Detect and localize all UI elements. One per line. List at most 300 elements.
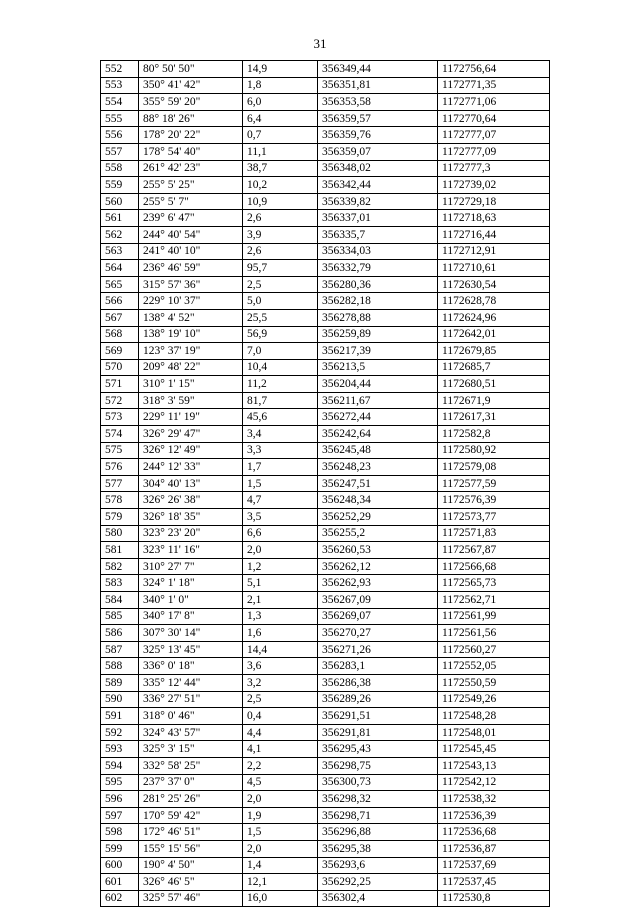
direction-angle-cell: 324° 1' 18" — [139, 575, 243, 592]
distance-cell: 2,5 — [243, 276, 318, 293]
table-row — [101, 110, 550, 127]
distance-cell: 3,6 — [243, 658, 318, 675]
direction-angle-cell: 335° 12' 44" — [139, 674, 243, 691]
table-row — [101, 608, 550, 625]
distance-cell: 2,1 — [243, 592, 318, 609]
distance-cell: 10,4 — [243, 359, 318, 376]
table-row — [101, 757, 550, 774]
distance-cell: 6,6 — [243, 525, 318, 542]
direction-angle-cell: 323° 11' 16" — [139, 542, 243, 559]
table-row — [101, 392, 550, 409]
distance-cell: 4,5 — [243, 774, 318, 791]
table-row — [101, 160, 550, 177]
point-number-cell: 596 — [101, 791, 139, 808]
direction-angle-cell: 307° 30' 14" — [139, 625, 243, 642]
direction-angle-cell: 326° 29' 47" — [139, 426, 243, 443]
y-coordinate-cell: 1172577,59 — [438, 475, 550, 492]
y-coordinate-cell: 1172771,06 — [438, 94, 550, 111]
distance-cell: 7,0 — [243, 343, 318, 360]
point-number-cell: 563 — [101, 243, 139, 260]
y-coordinate-cell: 1172571,83 — [438, 525, 550, 542]
table-row — [101, 309, 550, 326]
point-number-cell: 577 — [101, 475, 139, 492]
x-coordinate-cell: 356217,39 — [318, 343, 438, 360]
point-number-cell: 598 — [101, 824, 139, 841]
direction-angle-cell: 325° 13' 45" — [139, 641, 243, 658]
x-coordinate-cell: 356342,44 — [318, 177, 438, 194]
point-number-cell: 601 — [101, 874, 139, 891]
x-coordinate-cell: 356334,03 — [318, 243, 438, 260]
table-row — [101, 575, 550, 592]
distance-cell: 1,7 — [243, 459, 318, 476]
point-number-cell: 552 — [101, 61, 139, 78]
y-coordinate-cell: 1172536,68 — [438, 824, 550, 841]
direction-angle-cell: 244° 12' 33" — [139, 459, 243, 476]
distance-cell: 81,7 — [243, 392, 318, 409]
x-coordinate-cell: 356272,44 — [318, 409, 438, 426]
distance-cell: 14,9 — [243, 61, 318, 78]
x-coordinate-cell: 356242,64 — [318, 426, 438, 443]
y-coordinate-cell: 1172716,44 — [438, 226, 550, 243]
y-coordinate-cell: 1172756,64 — [438, 61, 550, 78]
table-row — [101, 824, 550, 841]
x-coordinate-cell: 356213,5 — [318, 359, 438, 376]
direction-angle-cell: 315° 57' 36" — [139, 276, 243, 293]
x-coordinate-cell: 356278,88 — [318, 309, 438, 326]
y-coordinate-cell: 1172537,69 — [438, 857, 550, 874]
distance-cell: 3,3 — [243, 442, 318, 459]
distance-cell: 0,4 — [243, 708, 318, 725]
direction-angle-cell: 340° 1' 0" — [139, 592, 243, 609]
x-coordinate-cell: 356248,34 — [318, 492, 438, 509]
distance-cell: 10,2 — [243, 177, 318, 194]
point-number-cell: 588 — [101, 658, 139, 675]
point-number-cell: 582 — [101, 558, 139, 575]
point-number-cell: 579 — [101, 509, 139, 526]
y-coordinate-cell: 1172628,78 — [438, 293, 550, 310]
distance-cell: 12,1 — [243, 874, 318, 891]
point-number-cell: 589 — [101, 674, 139, 691]
table-row — [101, 326, 550, 343]
y-coordinate-cell: 1172710,61 — [438, 260, 550, 277]
distance-cell: 1,8 — [243, 77, 318, 94]
x-coordinate-cell: 356247,51 — [318, 475, 438, 492]
distance-cell: 2,5 — [243, 691, 318, 708]
table-row — [101, 774, 550, 791]
y-coordinate-cell: 1172777,09 — [438, 143, 550, 160]
y-coordinate-cell: 1172537,45 — [438, 874, 550, 891]
table-row — [101, 840, 550, 857]
x-coordinate-cell: 356337,01 — [318, 210, 438, 227]
y-coordinate-cell: 1172582,8 — [438, 426, 550, 443]
x-coordinate-cell: 356351,81 — [318, 77, 438, 94]
table-row — [101, 243, 550, 260]
y-coordinate-cell: 1172542,12 — [438, 774, 550, 791]
y-coordinate-cell: 1172685,7 — [438, 359, 550, 376]
point-number-cell: 569 — [101, 343, 139, 360]
point-number-cell: 576 — [101, 459, 139, 476]
y-coordinate-cell: 1172642,01 — [438, 326, 550, 343]
direction-angle-cell: 310° 27' 7" — [139, 558, 243, 575]
point-number-cell: 594 — [101, 757, 139, 774]
direction-angle-cell: 304° 40' 13" — [139, 475, 243, 492]
distance-cell: 16,0 — [243, 890, 318, 907]
point-number-cell: 553 — [101, 77, 139, 94]
distance-cell: 2,2 — [243, 757, 318, 774]
y-coordinate-cell: 1172548,01 — [438, 724, 550, 741]
direction-angle-cell: 178° 54' 40" — [139, 143, 243, 160]
point-number-cell: 564 — [101, 260, 139, 277]
table-row — [101, 127, 550, 144]
x-coordinate-cell: 356295,38 — [318, 840, 438, 857]
point-number-cell: 566 — [101, 293, 139, 310]
y-coordinate-cell: 1172630,54 — [438, 276, 550, 293]
table-row — [101, 343, 550, 360]
direction-angle-cell: 229° 11' 19" — [139, 409, 243, 426]
x-coordinate-cell: 356248,23 — [318, 459, 438, 476]
distance-cell: 2,6 — [243, 210, 318, 227]
point-number-cell: 586 — [101, 625, 139, 642]
direction-angle-cell: 244° 40' 54" — [139, 226, 243, 243]
table-row — [101, 210, 550, 227]
x-coordinate-cell: 356262,93 — [318, 575, 438, 592]
x-coordinate-cell: 356270,27 — [318, 625, 438, 642]
table-row — [101, 674, 550, 691]
distance-cell: 10,9 — [243, 193, 318, 210]
direction-angle-cell: 255° 5' 25" — [139, 177, 243, 194]
direction-angle-cell: 190° 4' 50" — [139, 857, 243, 874]
x-coordinate-cell: 356245,48 — [318, 442, 438, 459]
x-coordinate-cell: 356359,07 — [318, 143, 438, 160]
point-number-cell: 555 — [101, 110, 139, 127]
x-coordinate-cell: 356295,43 — [318, 741, 438, 758]
y-coordinate-cell: 1172671,9 — [438, 392, 550, 409]
direction-angle-cell: 310° 1' 15" — [139, 376, 243, 393]
direction-angle-cell: 178° 20' 22" — [139, 127, 243, 144]
direction-angle-cell: 138° 4' 52" — [139, 309, 243, 326]
direction-angle-cell: 326° 12' 49" — [139, 442, 243, 459]
table-row — [101, 741, 550, 758]
direction-angle-cell: 237° 37' 0" — [139, 774, 243, 791]
x-coordinate-cell: 356296,88 — [318, 824, 438, 841]
x-coordinate-cell: 356353,58 — [318, 94, 438, 111]
y-coordinate-cell: 1172538,32 — [438, 791, 550, 808]
x-coordinate-cell: 356267,09 — [318, 592, 438, 609]
x-coordinate-cell: 356211,67 — [318, 392, 438, 409]
direction-angle-cell: 336° 0' 18" — [139, 658, 243, 675]
y-coordinate-cell: 1172777,3 — [438, 160, 550, 177]
point-number-cell: 584 — [101, 592, 139, 609]
direction-angle-cell: 123° 37' 19" — [139, 343, 243, 360]
direction-angle-cell: 323° 23' 20" — [139, 525, 243, 542]
table-row — [101, 890, 550, 907]
y-coordinate-cell: 1172624,96 — [438, 309, 550, 326]
table-row — [101, 94, 550, 111]
distance-cell: 3,5 — [243, 509, 318, 526]
direction-angle-cell: 332° 58' 25" — [139, 757, 243, 774]
distance-cell: 2,0 — [243, 791, 318, 808]
direction-angle-cell: 170° 59' 42" — [139, 807, 243, 824]
distance-cell: 1,2 — [243, 558, 318, 575]
y-coordinate-cell: 1172552,05 — [438, 658, 550, 675]
direction-angle-cell: 236° 46' 59" — [139, 260, 243, 277]
distance-cell: 1,5 — [243, 824, 318, 841]
direction-angle-cell: 255° 5' 7" — [139, 193, 243, 210]
table-row — [101, 143, 550, 160]
distance-cell: 1,3 — [243, 608, 318, 625]
point-number-cell: 578 — [101, 492, 139, 509]
point-number-cell: 572 — [101, 392, 139, 409]
direction-angle-cell: 155° 15' 56" — [139, 840, 243, 857]
y-coordinate-cell: 1172770,64 — [438, 110, 550, 127]
distance-cell: 5,0 — [243, 293, 318, 310]
point-number-cell: 595 — [101, 774, 139, 791]
table-row — [101, 61, 550, 78]
direction-angle-cell: 88° 18' 26" — [139, 110, 243, 127]
y-coordinate-cell: 1172576,39 — [438, 492, 550, 509]
table-row — [101, 724, 550, 741]
table-row — [101, 558, 550, 575]
point-number-cell: 561 — [101, 210, 139, 227]
distance-cell: 3,2 — [243, 674, 318, 691]
x-coordinate-cell: 356260,53 — [318, 542, 438, 559]
table-row — [101, 376, 550, 393]
point-number-cell: 592 — [101, 724, 139, 741]
point-number-cell: 590 — [101, 691, 139, 708]
x-coordinate-cell: 356283,1 — [318, 658, 438, 675]
point-number-cell: 565 — [101, 276, 139, 293]
page-number: 31 — [313, 36, 327, 51]
point-number-cell: 559 — [101, 177, 139, 194]
point-number-cell: 580 — [101, 525, 139, 542]
table-row — [101, 193, 550, 210]
table-row — [101, 691, 550, 708]
table-row — [101, 807, 550, 824]
y-coordinate-cell: 1172561,56 — [438, 625, 550, 642]
y-coordinate-cell: 1172680,51 — [438, 376, 550, 393]
point-number-cell: 556 — [101, 127, 139, 144]
distance-cell: 6,0 — [243, 94, 318, 111]
table-row — [101, 492, 550, 509]
y-coordinate-cell: 1172545,45 — [438, 741, 550, 758]
distance-cell: 45,6 — [243, 409, 318, 426]
y-coordinate-cell: 1172718,63 — [438, 210, 550, 227]
direction-angle-cell: 239° 6' 47" — [139, 210, 243, 227]
y-coordinate-cell: 1172560,27 — [438, 641, 550, 658]
direction-angle-cell: 325° 57' 46" — [139, 890, 243, 907]
table-row — [101, 509, 550, 526]
coordinates-table — [100, 60, 550, 907]
distance-cell: 14,4 — [243, 641, 318, 658]
point-number-cell: 554 — [101, 94, 139, 111]
table-row — [101, 475, 550, 492]
y-coordinate-cell: 1172562,71 — [438, 592, 550, 609]
y-coordinate-cell: 1172549,26 — [438, 691, 550, 708]
direction-angle-cell: 80° 50' 50" — [139, 61, 243, 78]
table-row — [101, 293, 550, 310]
table-row — [101, 459, 550, 476]
table-row — [101, 226, 550, 243]
point-number-cell: 581 — [101, 542, 139, 559]
table-row — [101, 542, 550, 559]
table-row — [101, 442, 550, 459]
x-coordinate-cell: 356332,79 — [318, 260, 438, 277]
distance-cell: 2,6 — [243, 243, 318, 260]
table-row — [101, 426, 550, 443]
y-coordinate-cell: 1172567,87 — [438, 542, 550, 559]
x-coordinate-cell: 356289,26 — [318, 691, 438, 708]
point-number-cell: 597 — [101, 807, 139, 824]
x-coordinate-cell: 356292,25 — [318, 874, 438, 891]
distance-cell: 2,0 — [243, 542, 318, 559]
y-coordinate-cell: 1172729,18 — [438, 193, 550, 210]
direction-angle-cell: 318° 3' 59" — [139, 392, 243, 409]
x-coordinate-cell: 356271,26 — [318, 641, 438, 658]
x-coordinate-cell: 356204,44 — [318, 376, 438, 393]
direction-angle-cell: 138° 19' 10" — [139, 326, 243, 343]
distance-cell: 4,7 — [243, 492, 318, 509]
y-coordinate-cell: 1172536,87 — [438, 840, 550, 857]
y-coordinate-cell: 1172580,92 — [438, 442, 550, 459]
distance-cell: 1,6 — [243, 625, 318, 642]
table-row — [101, 874, 550, 891]
distance-cell: 6,4 — [243, 110, 318, 127]
x-coordinate-cell: 356302,4 — [318, 890, 438, 907]
coordinates-table-body — [101, 61, 550, 907]
x-coordinate-cell: 356359,76 — [318, 127, 438, 144]
distance-cell: 38,7 — [243, 160, 318, 177]
point-number-cell: 593 — [101, 741, 139, 758]
distance-cell: 2,0 — [243, 840, 318, 857]
x-coordinate-cell: 356349,44 — [318, 61, 438, 78]
point-number-cell: 558 — [101, 160, 139, 177]
x-coordinate-cell: 356298,32 — [318, 791, 438, 808]
distance-cell: 3,9 — [243, 226, 318, 243]
table-row — [101, 525, 550, 542]
direction-angle-cell: 350° 41' 42" — [139, 77, 243, 94]
y-coordinate-cell: 1172536,39 — [438, 807, 550, 824]
table-row — [101, 857, 550, 874]
distance-cell: 11,2 — [243, 376, 318, 393]
x-coordinate-cell: 356255,2 — [318, 525, 438, 542]
y-coordinate-cell: 1172777,07 — [438, 127, 550, 144]
direction-angle-cell: 340° 17' 8" — [139, 608, 243, 625]
point-number-cell: 587 — [101, 641, 139, 658]
y-coordinate-cell: 1172771,35 — [438, 77, 550, 94]
y-coordinate-cell: 1172543,13 — [438, 757, 550, 774]
x-coordinate-cell: 356280,36 — [318, 276, 438, 293]
point-number-cell: 602 — [101, 890, 139, 907]
y-coordinate-cell: 1172548,28 — [438, 708, 550, 725]
x-coordinate-cell: 356335,7 — [318, 226, 438, 243]
x-coordinate-cell: 356291,51 — [318, 708, 438, 725]
point-number-cell: 560 — [101, 193, 139, 210]
distance-cell: 95,7 — [243, 260, 318, 277]
x-coordinate-cell: 356291,81 — [318, 724, 438, 741]
table-row — [101, 77, 550, 94]
point-number-cell: 557 — [101, 143, 139, 160]
direction-angle-cell: 209° 48' 22" — [139, 359, 243, 376]
table-row — [101, 708, 550, 725]
direction-angle-cell: 325° 3' 15" — [139, 741, 243, 758]
x-coordinate-cell: 356298,75 — [318, 757, 438, 774]
x-coordinate-cell: 356348,02 — [318, 160, 438, 177]
y-coordinate-cell: 1172679,85 — [438, 343, 550, 360]
point-number-cell: 599 — [101, 840, 139, 857]
y-coordinate-cell: 1172565,73 — [438, 575, 550, 592]
point-number-cell: 567 — [101, 309, 139, 326]
y-coordinate-cell: 1172739,02 — [438, 177, 550, 194]
x-coordinate-cell: 356282,18 — [318, 293, 438, 310]
point-number-cell: 583 — [101, 575, 139, 592]
point-number-cell: 575 — [101, 442, 139, 459]
point-number-cell: 571 — [101, 376, 139, 393]
x-coordinate-cell: 356300,73 — [318, 774, 438, 791]
table-row — [101, 625, 550, 642]
distance-cell: 1,4 — [243, 857, 318, 874]
distance-cell: 11,1 — [243, 143, 318, 160]
table-row — [101, 276, 550, 293]
distance-cell: 56,9 — [243, 326, 318, 343]
x-coordinate-cell: 356262,12 — [318, 558, 438, 575]
table-row — [101, 359, 550, 376]
table-row — [101, 260, 550, 277]
y-coordinate-cell: 1172579,08 — [438, 459, 550, 476]
y-coordinate-cell: 1172561,99 — [438, 608, 550, 625]
point-number-cell: 570 — [101, 359, 139, 376]
table-row — [101, 409, 550, 426]
distance-cell: 0,7 — [243, 127, 318, 144]
direction-angle-cell: 326° 18' 35" — [139, 509, 243, 526]
point-number-cell: 585 — [101, 608, 139, 625]
y-coordinate-cell: 1172573,77 — [438, 509, 550, 526]
x-coordinate-cell: 356286,38 — [318, 674, 438, 691]
x-coordinate-cell: 356359,57 — [318, 110, 438, 127]
table-row — [101, 658, 550, 675]
distance-cell: 4,1 — [243, 741, 318, 758]
table-row — [101, 641, 550, 658]
x-coordinate-cell: 356259,89 — [318, 326, 438, 343]
y-coordinate-cell: 1172712,91 — [438, 243, 550, 260]
direction-angle-cell: 324° 43' 57" — [139, 724, 243, 741]
table-row — [101, 177, 550, 194]
distance-cell: 1,5 — [243, 475, 318, 492]
direction-angle-cell: 241° 40' 10" — [139, 243, 243, 260]
distance-cell: 5,1 — [243, 575, 318, 592]
direction-angle-cell: 318° 0' 46" — [139, 708, 243, 725]
point-number-cell: 574 — [101, 426, 139, 443]
y-coordinate-cell: 1172617,31 — [438, 409, 550, 426]
point-number-cell: 562 — [101, 226, 139, 243]
distance-cell: 25,5 — [243, 309, 318, 326]
x-coordinate-cell: 356339,82 — [318, 193, 438, 210]
table-row — [101, 791, 550, 808]
y-coordinate-cell: 1172550,59 — [438, 674, 550, 691]
direction-angle-cell: 355° 59' 20" — [139, 94, 243, 111]
direction-angle-cell: 261° 42' 23" — [139, 160, 243, 177]
table-row — [101, 592, 550, 609]
x-coordinate-cell: 356269,07 — [318, 608, 438, 625]
point-number-cell: 573 — [101, 409, 139, 426]
y-coordinate-cell: 1172530,8 — [438, 890, 550, 907]
point-number-cell: 568 — [101, 326, 139, 343]
point-number-cell: 591 — [101, 708, 139, 725]
point-number-cell: 600 — [101, 857, 139, 874]
x-coordinate-cell: 356298,71 — [318, 807, 438, 824]
direction-angle-cell: 281° 25' 26" — [139, 791, 243, 808]
distance-cell: 1,9 — [243, 807, 318, 824]
direction-angle-cell: 326° 26' 38" — [139, 492, 243, 509]
